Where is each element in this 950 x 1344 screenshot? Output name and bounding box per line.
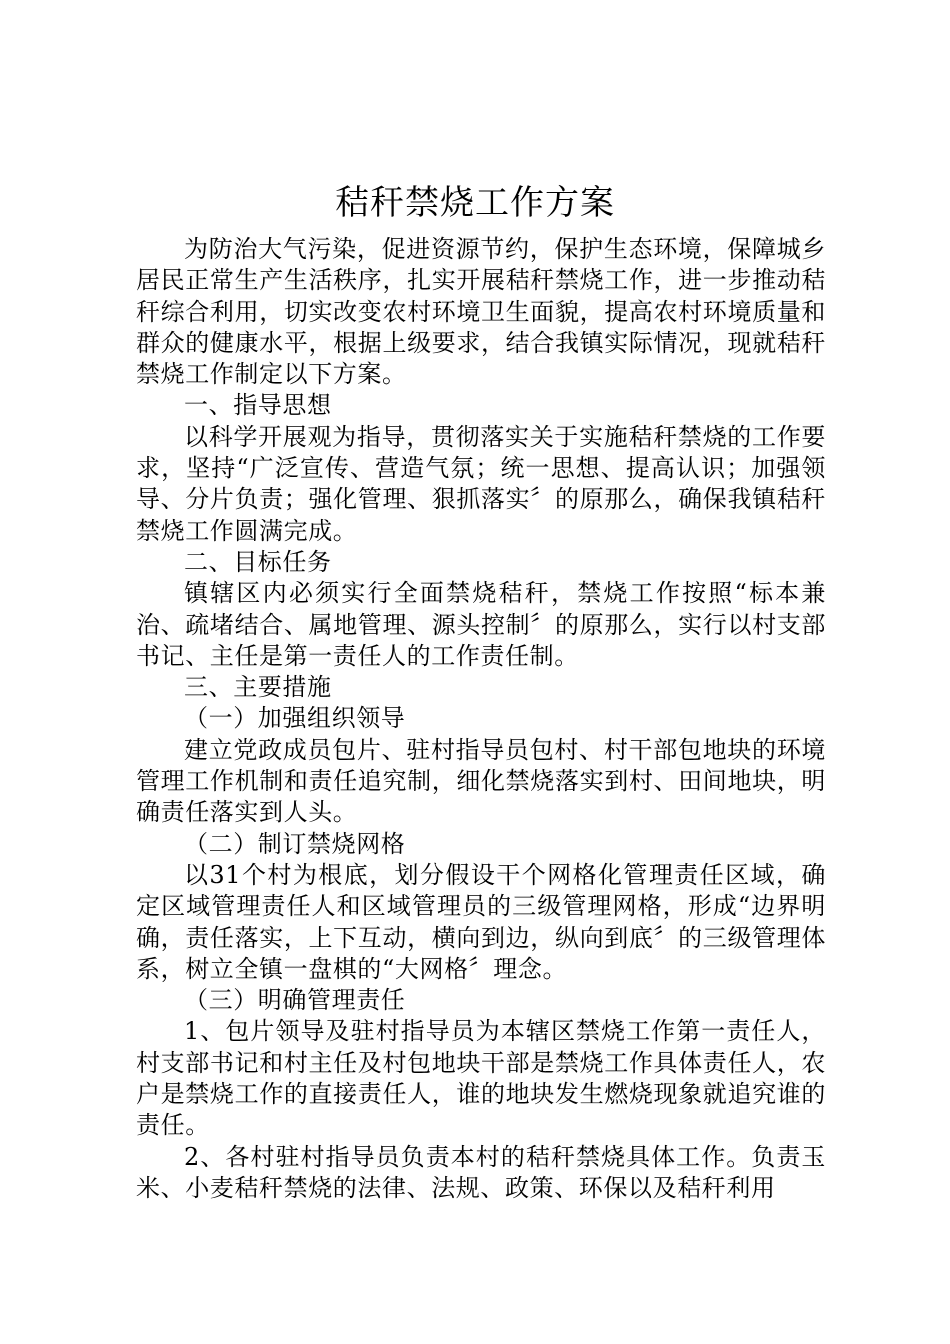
section-heading-measures: 三、主要措施 (184, 673, 332, 702)
subheading-responsibility: （三）明确管理责任 (184, 986, 406, 1015)
subheading-grid: （二）制订禁烧网格 (184, 829, 406, 858)
document-title: 秸秆禁烧工作方案 (335, 183, 615, 223)
section-heading-goals: 二、目标任务 (184, 547, 332, 576)
organization-paragraph: 建立党政成员包片、驻村指导员包村、村干部包地块的环境管理工作机制和责任追究制，细化禁烧落实到村、田间地块，明确责任落实到人头。 (136, 735, 826, 827)
section-heading-guiding-ideology: 一、指导思想 (184, 391, 332, 420)
intro-paragraph: 为防治大气污染，促进资源节约，保护生态环境，保障城乡居民正常生产生活秩序，扎实开展秸秆禁烧工作，进一步推动秸秆综合利用，切实改变农村环境卫生面貌，提高农村环境质量和群众的健康水平，根据上级要求，结合我镇实际情况，现就秸秆禁烧工作制定以下方案。 (136, 235, 826, 389)
subheading-organization: （一）加强组织领导 (184, 704, 406, 733)
responsibility-item-2: 2、各村驻村指导员负责本村的秸秆禁烧具体工作。负责玉米、小麦秸秆禁烧的法律、法规、政策、环保以及秸秆利用 (136, 1142, 826, 1202)
guiding-ideology-paragraph: 以科学开展观为指导，贯彻落实关于实施秸秆禁烧的工作要求，坚持“广泛宣传、营造气氛；统一思想、提高认识；加强领导、分片负责；强化管理、狠抓落实〞的原那么，确保我镇秸秆禁烧工作圆满完成。 (136, 422, 826, 545)
document-body (136, 234, 826, 1204)
goals-paragraph: 镇辖区内必须实行全面禁烧秸秆，禁烧工作按照“标本兼治、疏堵结合、属地管理、源头控制〞的原那么，实行以村支部书记、主任是第一责任人的工作责任制。 (136, 579, 826, 670)
responsibility-item-1: 1、包片领导及驻村指导员为本辖区禁烧工作第一责任人，村支部书记和村主任及村包地块干部是禁烧工作具体责任人，农户是禁烧工作的直接责任人，谁的地块发生燃烧现象就追究谁的责任。 (136, 1017, 826, 1140)
grid-paragraph: 以31个村为根底，划分假设干个网格化管理责任区域，确定区域管理责任人和区域管理员的三级管理网格，形成“边界明确，责任落实，上下互动，横向到边，纵向到底〞的三级管理体系，树立全镇一盘棋的“大网格〞理念。 (136, 860, 826, 983)
